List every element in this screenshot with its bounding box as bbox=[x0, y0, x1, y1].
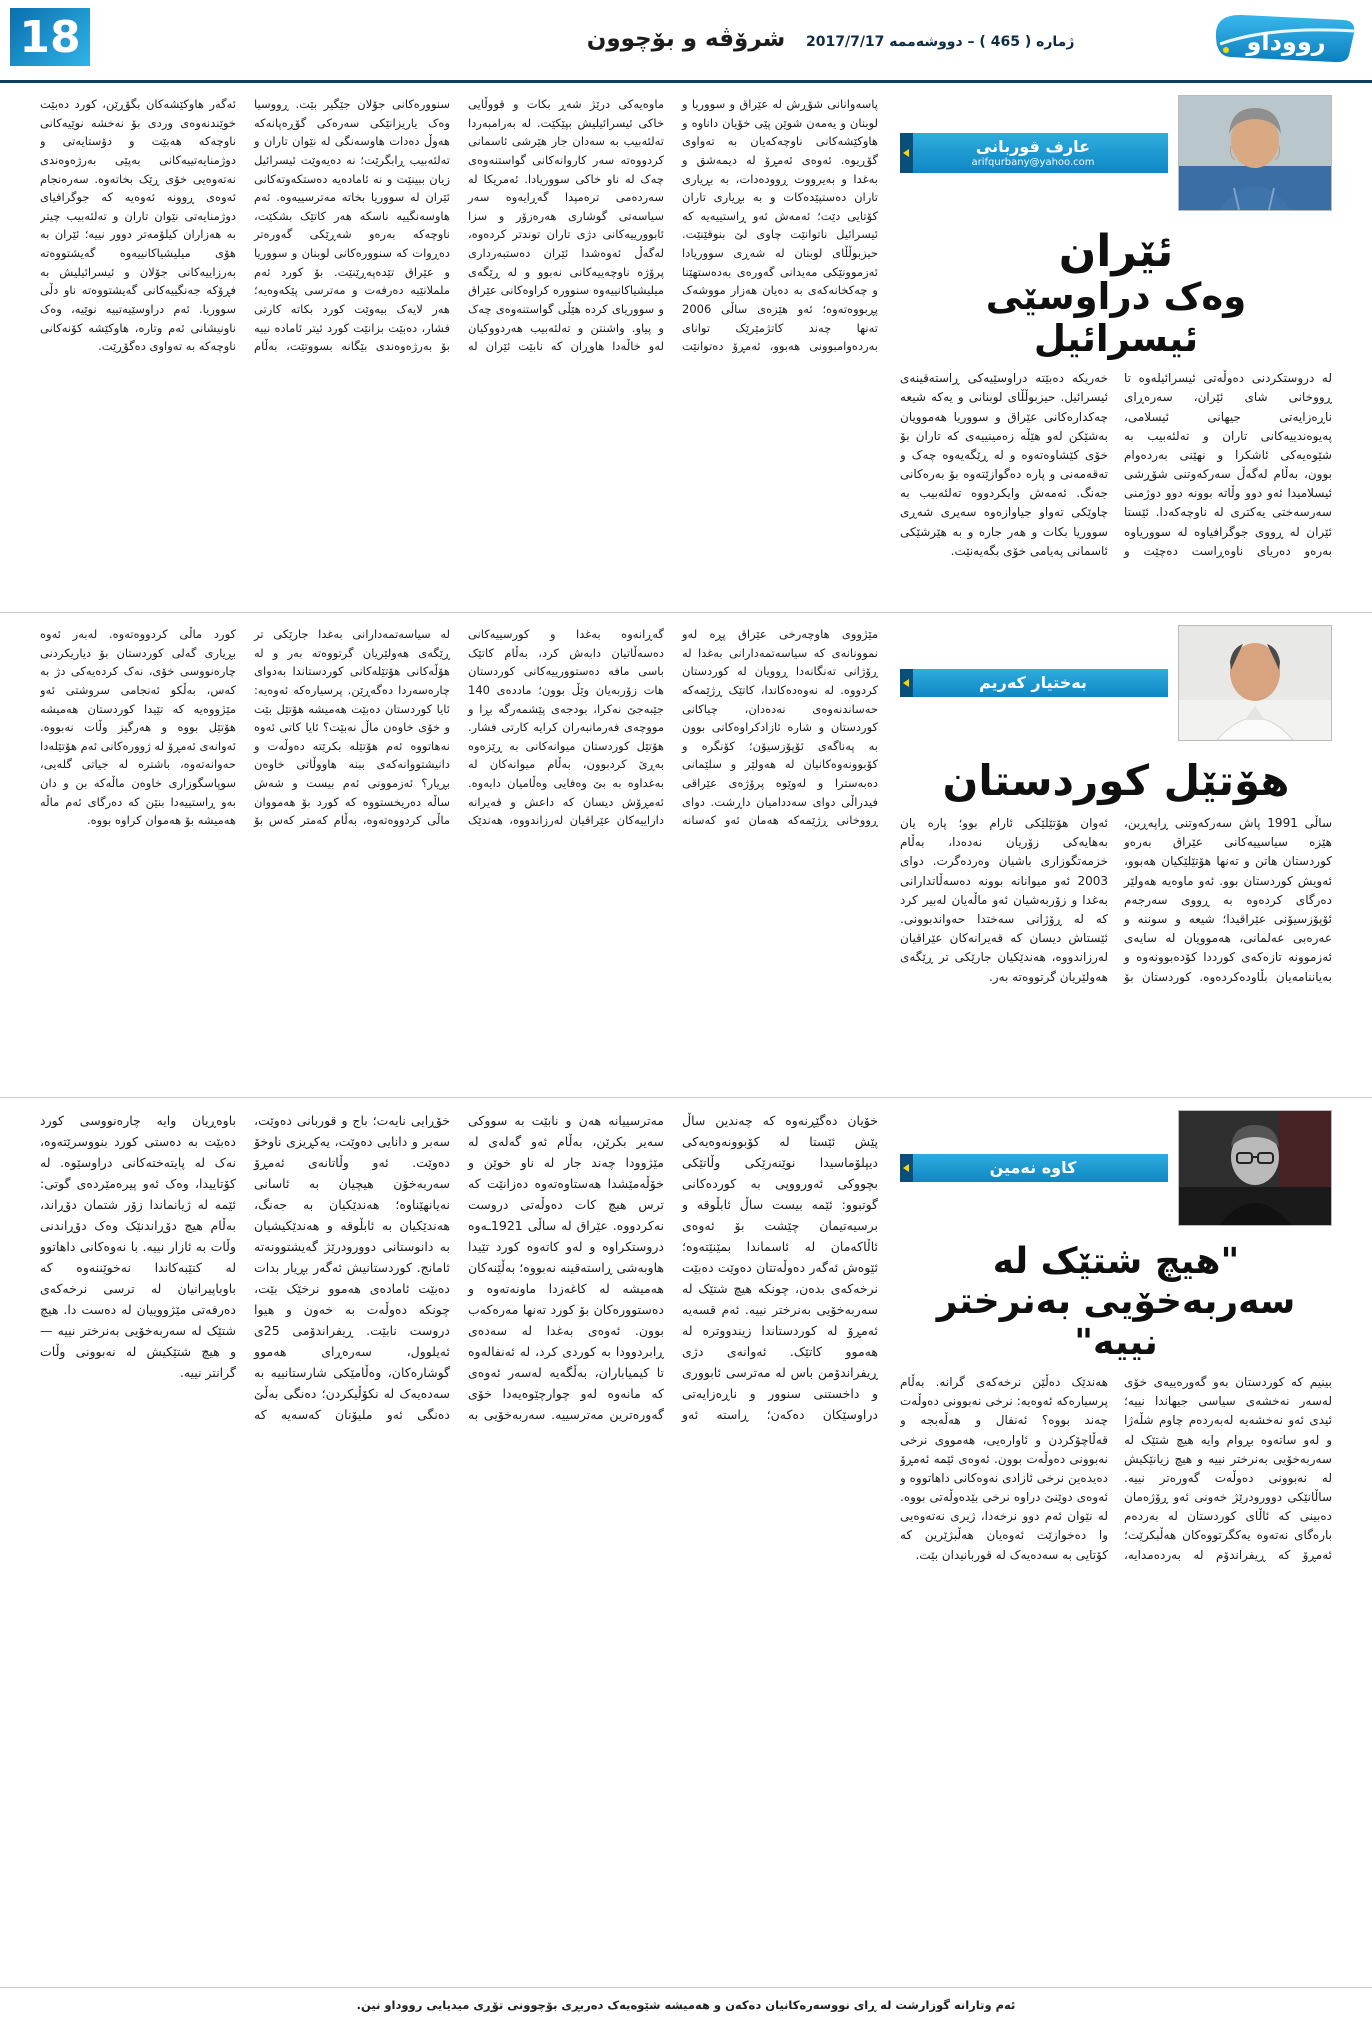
page-header bbox=[0, 0, 1372, 83]
author-bar bbox=[900, 133, 1168, 173]
headline-line2: وەک دراوسێی ئیسرائیل bbox=[985, 275, 1247, 360]
headline-line1: "هیچ شتێک لە bbox=[992, 1241, 1240, 1282]
headline-line2: سەربەخۆیی بەنرختر نییە" bbox=[936, 1281, 1296, 1363]
author-name: عارف قوربانی bbox=[975, 137, 1091, 156]
article1-headline bbox=[904, 227, 1328, 359]
author-photo-bakhtyar-karim bbox=[1178, 625, 1332, 741]
author-name: کاوە نەمین bbox=[989, 1158, 1077, 1177]
bar-accent-icon bbox=[900, 1154, 913, 1182]
rudaw-logo-icon bbox=[1208, 6, 1358, 68]
article2-lead-text: ساڵی 1991 پاش سەرکەوتنی ڕاپەڕین، هێزە سیاسییەکانی عێراق بەرەو کوردستان هاتن و تەنها هۆتێلێکیان هەبوو، ئەویش کوردستان بوو. ئەو ماوەیە هەولێر دەرگای کردەوە بە ڕووی سەرجەم ئۆپۆزسیۆنی عێراقیدا؛ شیعە و سوننە و عەرەبی عەلمانی، هەموویان لە سایەی ئەزموونە تازەکەی کورددا کۆدەبوونەوە و بەیاننامەیان بڵاودەکردەوە. کوردستان بۆ ئەوان هۆتێلێکی ئارام بوو؛ پارە یان بەهایەکی زۆریان نەدەدا، بەڵام خزمەتگوزاری باشیان وەردەگرت. دوای 2003 ئەو میوانانە بوونە دەسەڵاتدارانی بەغدا و زۆربەشیان ئەو ماڵەیان لەبیر کرد کە لە ڕۆژانی سەختدا حەواندبوونی. ئێستاش دیسان کە قەیرانەکان عێراقیان لەرزاندووە، هەندێکیان جارێکی تر ڕێگەی هەولێریان گرتووەتە بەر. bbox=[900, 816, 1332, 984]
article3-headline bbox=[904, 1242, 1328, 1363]
article1-right-block bbox=[900, 95, 1332, 600]
author-bar bbox=[900, 1154, 1168, 1182]
article3-right-block bbox=[900, 1110, 1332, 1975]
section-title: شرۆڤه‌ و بۆچوون bbox=[586, 26, 786, 52]
page-number: 18 bbox=[10, 8, 90, 66]
headline-line1: هۆتێل کوردستان bbox=[942, 756, 1290, 805]
article1-body-text: پاسەوانانی شۆڕش لە عێراق و سووریا و لوبنان و یەمەن شوێن پێی خۆیان داناوە و هاوکێشەکانی ناوچەکەیان بە تەواوی گۆڕیوە. ئەوەی ئەمڕۆ لە دیمەشق و بەغدا و بەیرووت ڕوودەدات، بە بڕیاری تاران دەستپێدەکات و بە بڕیاری تاران کۆتایی دێت؛ ئەمەش ئەو ڕاستییەیە کە ئیسرائیل ناتوانێت چاوی لێ بنوقێنێت. حیزبوڵڵای لوبنان لە شەڕی سووریادا ئەزموونێکی مەیدانی گەورەی بەدەستهێنا و چەکخانەکەی بە دەیان هەزار مووشەک پڕبووەتەوە؛ ئەو هێزەی ساڵی 2006 تەنها چەند کاتژمێرێک توانای بەردەوامبوونی هەبوو، ئەمڕۆ دەتوانێت ماوەیەکی درێژ شەڕ بکات و قووڵایی خاکی ئیسرائیلیش بپێکێت. لە بەرامبەردا تەلئەبیب بە سەدان جار هێرشی ئاسمانی کردووەتە سەر کاروانەکانی گواستنەوەی چەک لە ناو خاکی سووریادا. ئەمریکا لە سەردەمی ترەمپدا گەڕایەوە سەر سیاسەتی گوشاری هەرەزۆر و سزا ئابوورییەکانی دژی تاران توندتر کردەوە، لەگەڵ ئەوەشدا ئێران دەستبەرداری پرۆژە ناوچەییەکانی نەبوو و لە ڕێگەی میلیشیاکانییەوە سنوورە کراوەکانی عێراق و سووریای کردە هێڵی گواستنەوەی چەک و پیاو. واشنتن و تەلئەبیب هەردووکیان لەو خاڵەدا هاوڕان کە نابێت ئێران لە سنوورەکانی جۆلان جێگیر بێت. ڕووسیا وەک یاریزانێکی سەرەکی گۆڕەپانەکە هەوڵ دەدات هاوسەنگی لە نێوان تاران و تەلئەبیب ڕابگرێت؛ نە دەیەوێت ئیسرائیل زیان ببینێت و نە ئامادەیە دەستکەوتەکانی ئێران لە سووریا بخاتە مەترسییەوە. ئەم هاوسەنگییە ناسکە هەر کاتێک بشکێت، ناوچەکە بەرەو شەڕێکی گەورەتر دەڕوات کە سنوورەکانی لوبنان و سووریا و عێراق تێدەپەڕێنێت. بۆ کورد ئەم ململانێیە دەرفەت و مەترسی پێکەوەیە؛ هەر لایەک بیەوێت کورد بکاتە کارتی فشار، دەبێت بزانێت کورد ئیتر ئامادە نییە بۆ بەرژەوەندی بێگانە بسووتێت، بەڵام ئەگەر هاوکێشەکان بگۆڕێن، کورد دەبێت خوێندنەوەی وردی بۆ نەخشە نوێیەکانی ناوچەکە هەبێت و دۆستایەتی و دوژمنایەتییەکانی بەپێی بەرژەوەندی نەتەوەیی خۆی ڕێک بخاتەوە. سەرەنجام ئەوەی ڕوونە ئەوەیە کە جوگرافیای دوژمنایەتی نێوان تاران و تەلئەبیب چیتر بە هەزاران کیلۆمەتر دوور نییە؛ ئێران بە هۆی میلیشیاکانییەوە گەیشتووەتە بەرزاییەکانی جۆلان و ئیسرائیلیش بە فڕۆکە جەنگییەکانی گەیشتووەتە ناو دڵی سووریا. ئەم دراوسێیەتییە نوێیە، وەک ناونیشانی ئەم وتارە، هاوکێشە کۆنەکانی ناوچەکە بە تەواوی دەگۆڕێت. bbox=[40, 97, 878, 354]
rudaw-logo-text: رووداو bbox=[1246, 28, 1326, 56]
disclaimer-text: ئەم وتارانە گوزارشت لە ڕای نووسەرەکانیان دەکەن و هەمیشە شێوەیەک دەربڕی بۆچوونی تۆڕی میدیایی رووداو نین. bbox=[356, 1998, 1016, 2012]
article-independence bbox=[0, 1098, 1372, 1988]
article2-right-block bbox=[900, 625, 1332, 1085]
rudaw-logo bbox=[1208, 6, 1358, 72]
article3-body-block bbox=[40, 1110, 878, 1975]
article3-body-text: خۆیان دەگێڕنەوە کە چەندین ساڵ پێش ئێستا لە کۆبوونەوەیەکی دیپلۆماسیدا نوێنەرێکی وڵاتێکی بچووکی ئەورووپی بە کوردەکانی گوتبوو: ئێمە بیست ساڵ ئابڵوقە و برسیەتیمان چێشت بۆ ئەوەی ئاڵاکەمان لە ئاسماندا بمێنێتەوە؛ ئێوەش ئەگەر دەوڵەتتان دەوێت دەبێت نرخەکەی بدەن، چونکە هیچ شتێک لە سەربەخۆیی بەنرختر نییە. ئەم قسەیە ئەمڕۆ لە کوردستاندا زیندووترە لە هەموو کاتێک. ئەوانەی دژی ڕیفراندۆمن باس لە مەترسی ئابووری و داخستنی سنوور و ناڕەزایەتی دراوسێکان دەکەن؛ ڕاستە ئەو مەترسییانە هەن و نابێت بە سووکی سەیر بکرێن، بەڵام ئەو گەلەی لە مێژوودا چەند جار لە ناو خوێن و خۆڵەمێشدا هەستاوەتەوە دەزانێت کە ترس هیچ کات دەوڵەتی دروست نەکردووە. عێراق لە ساڵی 1921ـەوە دروستکراوە و لەو کاتەوە کورد تێیدا هاوبەشی ڕاستەقینە نەبووە؛ بەڵێنەکان هەمیشە لە کاغەزدا ماونەتەوە و دەستوورەکان بۆ کورد تەنها مەرەکەب بوون. ئەوەی بەغدا لە سەدەی ڕابردوودا بە کوردی کرد، لە ئەنفالەوە تا کیمیاباران، بەڵگەیە لەسەر ئەوەی کە مانەوە لەو چوارچێوەیەدا خۆی گەورەترین مەترسییە. سەربەخۆیی بە خۆڕایی نایەت؛ باج و قوربانی دەوێت، سەبر و دانایی دەوێت، یەکڕیزی ناوخۆ دەوێت. ئەو وڵاتانەی ئەمڕۆ سەربەخۆن هیچیان بە ئاسانی نەیانهێناوە؛ هەندێکیان بە جەنگ، هەندێکیان بە ئابڵوقە و هەندێکیشیان بە دانوستانی دوورودرێژ گەیشتوونەتە ئامانج. کوردستانیش ئەگەر بڕیار بدات دەبێت ئامادەی هەموو نرخێک بێت، چونکە دەوڵەت بە خەون و هیوا دروست نابێت. ڕیفراندۆمی 25ی ئەیلوول، سەرەڕای هەموو گوشارەکان، وەڵامێکی شارستانییە بە سەدەیەک لە نکۆڵیکردن؛ دەنگی بەڵێ دەنگی ئەو ملیۆنان کەسەیە کە باوەڕیان وایە چارەنووسی کورد دەبێت بە دەستی کورد بنووسرێتەوە، نەک لە پایتەختەکانی دراوسێوە. لە کۆتاییدا، وەک ئەو پیرەمێردەی گوتی: ئێمە لە ژیانماندا زۆر شتمان دۆڕاند، بەڵام هیچ دۆڕاندنێک وەک دۆڕاندنی وڵات بە ئازار نییە. با نەوەکانی داهاتوو لە کتێبەکاندا نەخوێننەوە کە باوباپیرانیان لە ترسی نرخەکەی دەرفەتی مێژووییان لە دەست دا. هیچ شتێک لە سەربەخۆیی بەنرختر نییە — و هیچ شتێکیش لە نەبوونی وڵات گرانتر نییە. bbox=[40, 1113, 878, 1422]
article2-body-block bbox=[40, 625, 878, 1085]
article1-lead-text: لە دروستکردنی دەوڵەتی ئیسرائیلەوە تا ڕووخانی شای ئێران، سەرەڕای ناڕەزایەتی جیهانی ئیسلامی، پەیوەندییەکانی تاران و تەلئەبیب بە شێوەیەکی ئاشکرا و نهێنی بەردەوام بوون، بەڵام لەگەڵ سەرکەوتنی شۆڕشی ئیسلامیدا ئەو دوو وڵاتە بوونە دوو دوژمنی سەرسەختی یەکتری لە ناوچەکەدا. ئێستا ئێران لە ڕووی جوگرافیاوە لە سووریاوە بەرەو دەریای ناوەڕاست دەچێت و خەریکە دەبێتە دراوسێیەکی ڕاستەقینەی ئیسرائیل. حیزبوڵڵای لوبنانی و یەکە شیعە چەکدارەکانی عێراق و سووریا هەموویان بەشێکن لەو هێڵە زەمینییەی کە تاران بۆ خۆی کێشاوەتەوە و لە ڕێگەیەوە چەک و تەقەمەنی و پارە دەگوازێتەوە بۆ بەرەکانی جەنگ. ئەمەش وایکردووە تەلئەبیب بە چاوێکی تەواو جیاوازەوە سەیری شەڕی سووریا بکات و هەر جارە و بە هێرشێکی ئاسمانی پەیامی خۆی بگەیەنێت. bbox=[900, 371, 1332, 558]
author-bar bbox=[900, 669, 1168, 697]
bar-accent-icon bbox=[900, 133, 913, 173]
bar-accent-icon bbox=[900, 669, 913, 697]
article2-headline bbox=[904, 757, 1328, 804]
author-photo-arif-qurbani bbox=[1178, 95, 1332, 211]
article3-lead-text: بینیم کە کوردستان بەو گەورەییەی خۆی لەسەر نەخشەی سیاسی جیهاندا نییە؛ ئیدی ئەو نەخشەیە لەبەردەم چاوم شڵەژا و لەو ساتەوە بڕوام وایە هیچ شتێک لە سەربەخۆیی بەنرختر نییە و هیچ زیانێکیش لە نەبوونی دەوڵەت گەورەتر نییە. ساڵانێکی دوورودرێژ خەونی ئەو ڕۆژەمان دەبینی کە ئاڵای کوردستان لە بەردەم بارەگای نەتەوە یەکگرتووەکان هەڵبکرێت؛ ئەمڕۆ کە ڕیفراندۆم لە بەردەمدایە، هەندێک دەڵێن نرخەکەی گرانە. بەڵام پرسیارەکە ئەوەیە: نرخی نەبوونی دەوڵەت چەند بووە؟ ئەنفال و هەڵەبجە و قەڵاچۆکردن و ئاوارەیی، هەمووی نرخی نەبوونی دەوڵەت بوون. ئەوەی ئێمە ئەمڕۆ دەیدەین نرخی ئازادی نەوەکانی داهاتووە و ئەوەی دوێنێ دراوە نرخی بێدەوڵەتی بووە. لە نێوان ئەم دوو نرخەدا، ژیری نەتەوەیی وا دەخوازێت ئەوەیان هەڵبژێرین کە کۆتایی بە سەدەیەک لە قوربانیدان بێت. bbox=[900, 1374, 1332, 1562]
article1-body-block bbox=[40, 95, 878, 600]
author-email: arifqurbany@yahoo.com bbox=[971, 157, 1095, 168]
article-hotel-kurdistan bbox=[0, 613, 1372, 1098]
article2-body-text: مێژووی هاوچەرخی عێراق پڕە لەو نموونانەی کە سیاسەتمەدارانی بەغدا لە ڕۆژانی تەنگانەدا ڕوویان لە کوردستان کردووە. لە نەوەدەکاندا، کاتێک ڕژێمەکە حەساندنەوەی نەدەدان، چیاکانی کوردستان و شارە ئازادکراوەکانی بوون بە پەناگەی ئۆپۆزسیۆن؛ کۆنگرە و کۆبوونەوەکانیان لە هەولێر و سلێمانی دەبەسترا و لەوێوە پرۆژەی عێراقی فیدراڵی دوای سەددامیان داڕشت. دوای ڕووخانی ڕژێمەکە هەمان ئەو کەسانە گەڕانەوە بەغدا و کورسییەکانی دەسەڵاتیان دابەش کرد، بەڵام کاتێک باسی مافە دەستوورییەکانی کوردستان هات زۆربەیان وێڵ بوون؛ ماددەی 140 جێبەجێ نەکرا، بودجەی پێشمەرگە بڕا و مووچەی فەرمانبەران کرایە کارتی فشار. هۆتێل کوردستان میوانەکانی بە ڕێزەوە بەڕێ کردبوون، بەڵام میوانەکان لە بەغداوە بە بێ وەفایی وەڵامیان دایەوە. ئەمڕۆش دیسان کە داعش و قەیرانە داراییەکان عێراقیان لەرزاندووە، هەندێک لە سیاسەتمەدارانی بەغدا جارێکی تر ڕێگەی هەولێریان گرتووەتە بەر و لە هۆڵەکانی هۆتێلەکانی کوردستاندا بەدوای چارەسەردا دەگەڕێن. پرسیارەکە ئەوەیە: ئایا کوردستان دەبێت هەمیشە هۆتێل بێت و خۆی خاوەن ماڵ نەبێت؟ ئایا کاتی ئەوە نەهاتووە ئەم هۆتێلە بکرێتە دەوڵەت و دانیشتووانەکەی ببنە هاووڵاتی خاوەن بڕیار؟ ئەزموونی ئەم بیست و شەش ساڵە دەریخستووە کە کورد بۆ هەمووان ماڵی کردووەتەوە، بەڵام کەمتر کەس بۆ کورد ماڵی کردووەتەوە. لەبەر ئەوە بڕیاری گەلی کوردستان بۆ دیاریکردنی چارەنووسی خۆی، نەک کردەیەکی دژ بە کەس، بەڵکو ئەنجامی سروشتی ئەو مێژووەیە کە تێیدا کوردستان هەمیشە هۆتێل بووە و هەرگیز وڵات نەبووە. ئەوانەی ئەمڕۆ لە ژوورەکانی ئەم هۆتێلەدا حەوانەتەوە، باشترە لە جیاتی گلەیی، سوپاسگوزاری خاوەن ماڵەکە بن و دان بەو ڕاستییەدا بنێن کە دەرگای ئەم ماڵە هەمیشە بۆ هەموان کراوە بووە. bbox=[40, 627, 878, 828]
article-iran-israel bbox=[0, 83, 1372, 613]
author-photo-kawa-namin bbox=[1178, 1110, 1332, 1226]
author-name: بەختیار کەریم bbox=[979, 673, 1087, 692]
issue-date: ژماره‌ ( 465 ) – دووشه‌ممه‌ 2017/7/17 bbox=[806, 34, 1075, 50]
headline-line1: ئێران bbox=[1058, 226, 1174, 277]
